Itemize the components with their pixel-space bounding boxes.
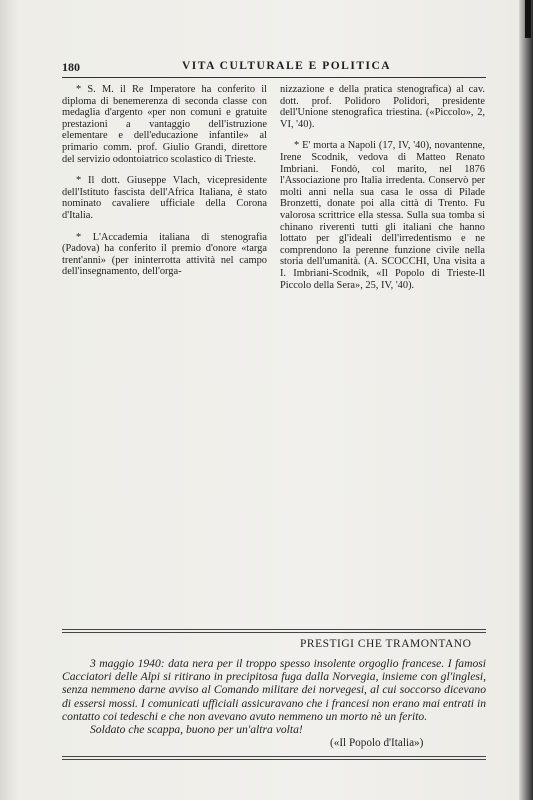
paragraph-scodnik: * E' morta a Napoli (17, IV, '40), novantenne, Irene Scodnik, vedova di Matteo Renato Imbriani. Fondò, col marito, nel 1876 l'Associazione pro Italia irredenta. Conservò per molti anni nella sua casa le ossa di Pilade Bronzetti, donate poi alla città di Trento. Fu valorosa scrittrice ella stessa. Sulla sua tomba si chinano riverenti tutti gli italiani che hanno lottato per gl'ideali dell'irredentismo e ne comprendono la perenne funzione civile nella storia dell'umanità. (A. SCOCCHI, Una visita a I. Imbriani-Scodnik, «Il Popolo di Trieste-Il Piccolo della Sera», 25, IV, '40). xyxy=(280,140,485,291)
box-title: PRESTIGI CHE TRAMONTANO xyxy=(300,638,472,650)
paragraph-vlach: * Il dott. Giuseppe Vlach, vicepresidente dell'Istituto fascista dell'Africa Italiana, è stato nominato cavaliere ufficiale della Corona d'Italia. xyxy=(62,175,267,221)
box-bottom-rule-outer xyxy=(62,759,486,760)
page-header xyxy=(62,60,486,78)
header-rule xyxy=(62,77,486,78)
box-closing-line: Soldato che scappa, buono per un'altra volta! xyxy=(90,723,303,737)
page-number: 180 xyxy=(62,60,80,74)
box-paragraph: 3 maggio 1940: data nera per il troppo spesso insolente orgoglio francese. I famosi Cacciatori delle Alpi si ritirano in precipitosa fuga dalla Norvegia, insieme con gl'inglesi, senza nemmeno darne avviso al Comando militare dei norvegesi, al cui soccorso dicevano di essersi mossi. I comunicati ufficiali assicuravano che i francesi non erano mai entrati in contatto coi tedeschi e che non avevano avuto nemmeno un morto nè un ferito. xyxy=(62,657,486,723)
right-column xyxy=(280,84,485,301)
running-title: VITA CULTURALE E POLITICA xyxy=(182,60,392,72)
paragraph-accademia: * L'Accademia italiana di stenografia (Padova) ha conferito il premio d'onore «targa trent'anni» (per ininterrotta attività nel campo dell'insegnamento, dell'orga- xyxy=(62,231,267,278)
page-edge-shadow xyxy=(519,0,533,800)
paragraph-polidori: nizzazione e della pratica stenografica) al cav. dott. prof. Polidoro Polidori, presidente dell'Unione stenografica triestina. («Piccolo», 2, VI, '40). xyxy=(280,84,485,130)
box-top-rule-inner xyxy=(62,632,486,633)
left-column xyxy=(62,84,267,288)
paragraph-grandi: * S. M. il Re Imperatore ha conferito il diploma di benemerenza di seconda classe con medaglia d'argento «per non comuni e gratuite prestazioni a vantaggio dell'istruzione elementare e dell'educazione infantile» al primario comm. prof. Giulio Grandi, direttore del servizio odontoiatrico scolastico di Trieste. xyxy=(62,84,267,165)
box-bottom-rule xyxy=(62,756,486,757)
box-text xyxy=(62,657,486,736)
box-source: («Il Popolo d'Italia») xyxy=(330,737,424,749)
box-top-rule xyxy=(62,629,486,630)
binding-mark xyxy=(525,0,531,38)
